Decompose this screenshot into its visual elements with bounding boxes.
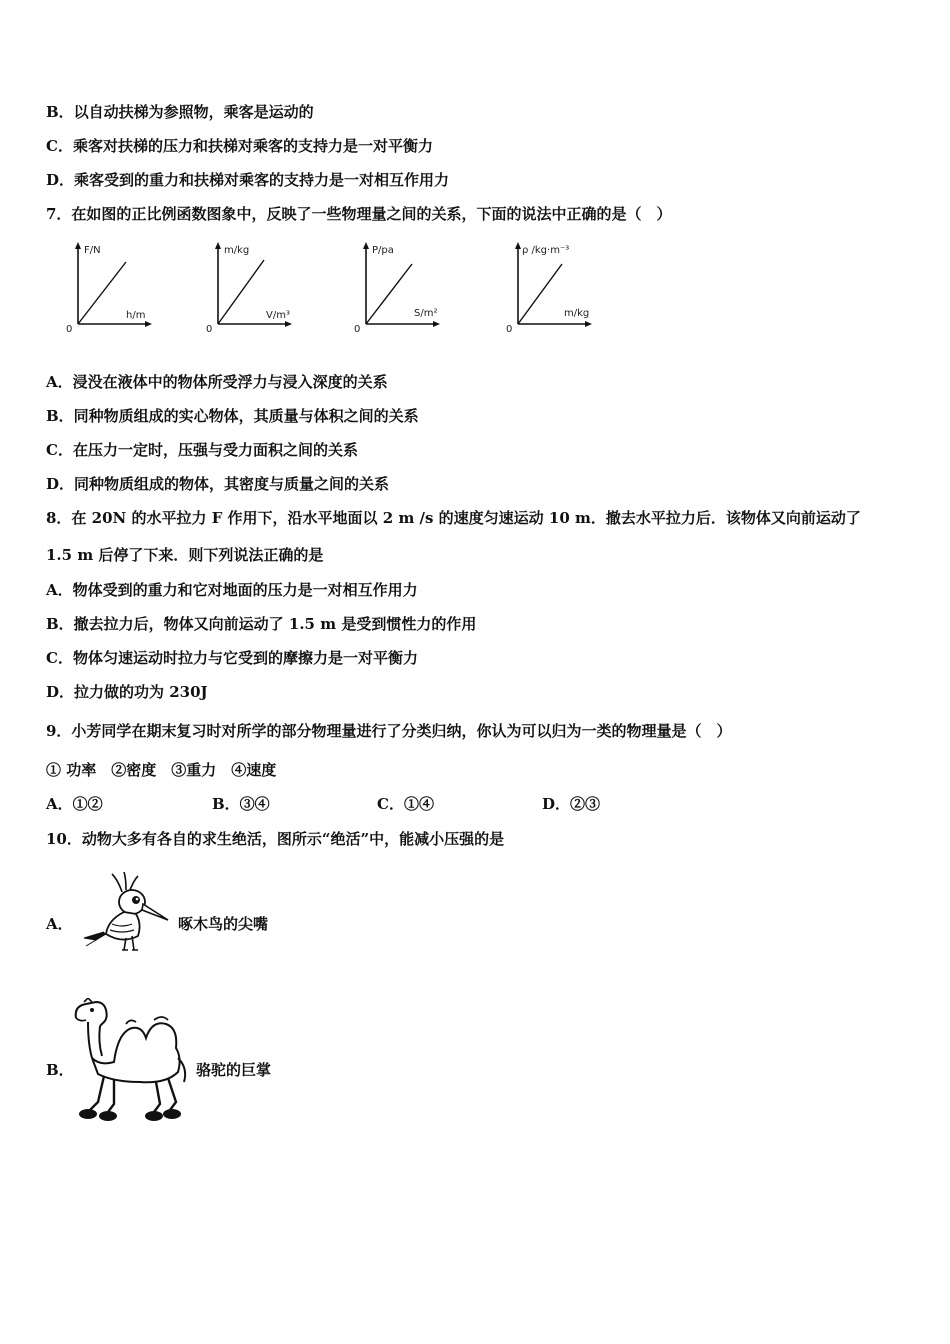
graph-pressure-area	[348, 240, 448, 335]
q9-option-b: B．③④	[212, 795, 270, 813]
x-axis-label: S/m²	[414, 308, 438, 319]
graph-mass-volume	[200, 240, 300, 335]
x-axis-label: m/kg	[564, 308, 590, 319]
q7-stem: 7．在如图的正比例函数图象中，反映了一些物理量之间的关系，下面的说法中正确的是（ ）	[46, 205, 672, 223]
graph-force-depth	[60, 240, 160, 335]
proportional-line	[78, 262, 126, 324]
q8-option-a: A．物体受到的重力和它对地面的压力是一对相互作用力	[46, 581, 418, 599]
q9-option-a: A．①②	[46, 795, 103, 813]
y-axis-label: F/N	[84, 245, 101, 256]
q7-option-a: A．浸没在液体中的物体所受浮力与浸入深度的关系	[46, 373, 388, 391]
q10-option-a-letter: A．	[46, 915, 73, 933]
q9-items: ① 功率 ②密度 ③重力 ④速度	[46, 761, 277, 779]
q10-stem: 10．动物大多有各自的求生绝活，图所示“绝活”中，能减小压强的是	[46, 830, 505, 848]
graph-density-mass	[500, 240, 600, 335]
q10-option-b-letter: B．	[46, 1061, 74, 1079]
q10-option-a-text: 啄木鸟的尖嘴	[178, 915, 269, 933]
y-axis-label: ρ /kg·m⁻³	[522, 245, 570, 256]
q8-stem-line1: 8．在 20N 的水平拉力 F 作用下，沿水平地面以 2 m /s 的速度匀速运动 10 m．撤去水平拉力后．该物体又向前运动了	[46, 509, 861, 527]
origin-label: 0	[66, 324, 73, 335]
camel-image	[70, 998, 192, 1124]
q10-option-b-text: 骆驼的巨掌	[196, 1061, 272, 1079]
proportional-line	[518, 264, 562, 324]
q7-option-d: D．同种物质组成的物体，其密度与质量之间的关系	[46, 475, 390, 493]
proportional-line	[218, 260, 264, 324]
origin-label: 0	[354, 324, 361, 335]
proportional-line	[366, 264, 412, 324]
q6-option-b: B．以自动扶梯为参照物，乘客是运动的	[46, 103, 314, 121]
q7-option-b: B．同种物质组成的实心物体，其质量与体积之间的关系	[46, 407, 419, 425]
q6-option-c: C．乘客对扶梯的压力和扶梯对乘客的支持力是一对平衡力	[46, 137, 433, 155]
q8-option-b: B．撤去拉力后，物体又向前运动了 1.5 m 是受到惯性力的作用	[46, 615, 477, 633]
q8-option-d: D．拉力做的功为 230J	[46, 683, 208, 701]
origin-label: 0	[506, 324, 513, 335]
q6-option-d: D．乘客受到的重力和扶梯对乘客的支持力是一对相互作用力	[46, 171, 450, 189]
q8-option-c: C．物体匀速运动时拉力与它受到的摩擦力是一对平衡力	[46, 649, 418, 667]
q9-stem: 9．小芳同学在期末复习时对所学的部分物理量进行了分类归纳，你认为可以归为一类的物理量是（ ）	[46, 722, 732, 740]
q8-stem-line2: 1.5 m 后停了下来．则下列说法正确的是	[46, 546, 324, 564]
y-axis-label: P/pa	[372, 245, 394, 256]
woodpecker-image	[82, 872, 174, 952]
q9-option-d: D．②③	[542, 795, 601, 813]
origin-label: 0	[206, 324, 213, 335]
x-axis-label: V/m³	[266, 310, 290, 321]
q7-option-c: C．在压力一定时，压强与受力面积之间的关系	[46, 441, 358, 459]
y-axis-label: m/kg	[224, 245, 250, 256]
x-axis-label: h/m	[126, 310, 146, 321]
q9-option-c: C．①④	[377, 795, 434, 813]
